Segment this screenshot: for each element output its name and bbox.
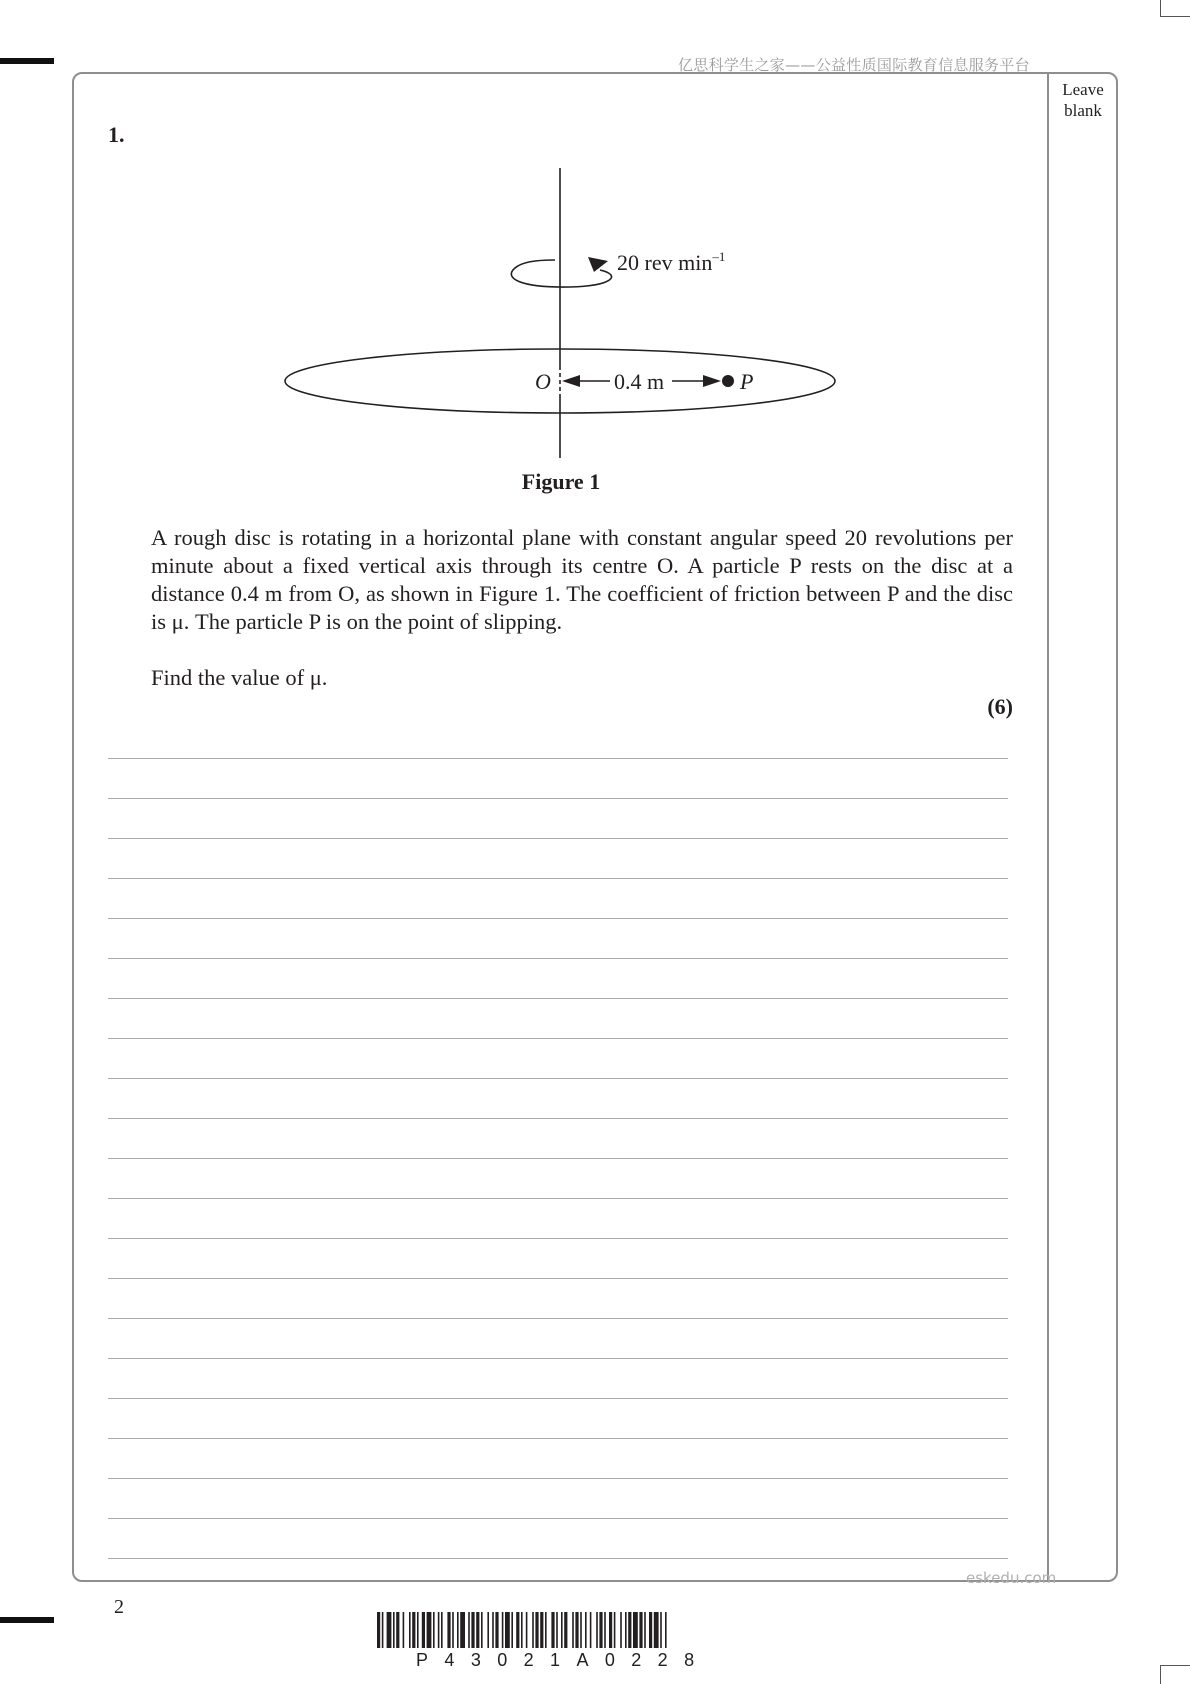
barcode-bar	[495, 1612, 498, 1648]
barcode-bar	[457, 1612, 459, 1648]
crop-mark	[1160, 1665, 1190, 1666]
barcode-bar	[422, 1612, 425, 1648]
barcode-bar	[628, 1612, 631, 1648]
barcode-text: P43021A0228	[416, 1650, 711, 1670]
barcode-bar	[633, 1612, 638, 1648]
answer-line[interactable]	[108, 1238, 1008, 1239]
answer-line[interactable]	[108, 1398, 1008, 1399]
barcode-bar	[609, 1612, 612, 1648]
barcode-bar	[665, 1612, 667, 1648]
barcode-bar	[526, 1612, 528, 1648]
barcode-bar	[516, 1612, 519, 1648]
question-text	[151, 524, 1013, 720]
barcode-bar	[393, 1612, 395, 1648]
speed-label: 20 rev $\min^{-1}$	[617, 249, 726, 275]
answer-line[interactable]	[108, 1198, 1008, 1199]
barcode-bar	[377, 1612, 380, 1648]
answer-line[interactable]	[108, 1078, 1008, 1079]
barcode-bar	[476, 1612, 479, 1648]
barcode-bar	[468, 1612, 470, 1648]
barcode-bar	[532, 1612, 534, 1648]
barcode-bar	[447, 1612, 450, 1648]
arrow-left-icon	[562, 375, 580, 387]
answer-line[interactable]	[108, 1278, 1008, 1279]
answer-line[interactable]	[108, 958, 1008, 959]
barcode-bar	[452, 1612, 454, 1648]
barcode-bar	[403, 1612, 405, 1648]
answer-line[interactable]	[108, 1478, 1008, 1479]
barcode-bar	[614, 1612, 616, 1648]
barcode-bar	[639, 1612, 642, 1648]
answer-line[interactable]	[108, 1358, 1008, 1359]
answer-line[interactable]	[108, 838, 1008, 839]
barcode-bar	[604, 1612, 606, 1648]
barcode-bar	[540, 1612, 543, 1648]
answer-line[interactable]	[108, 758, 1008, 759]
registration-mark-top	[0, 58, 54, 64]
answer-line[interactable]	[108, 1158, 1008, 1159]
answer-line[interactable]	[108, 1118, 1008, 1119]
barcode-bar	[412, 1612, 415, 1648]
answer-lines[interactable]	[108, 758, 1008, 1598]
barcode-bar	[596, 1612, 598, 1648]
barcode-bar	[564, 1612, 567, 1648]
barcode-bar	[620, 1612, 622, 1648]
crop-mark	[1160, 1665, 1161, 1684]
barcode-bar	[460, 1612, 465, 1648]
answer-line[interactable]	[108, 998, 1008, 999]
barcode-bar	[545, 1612, 547, 1648]
watermark: eskedu.com	[966, 1569, 1057, 1587]
barcode-bar	[492, 1612, 494, 1648]
site-header: 亿思科学生之家——公益性质国际教育信息服务平台	[678, 56, 1030, 74]
barcode-bar	[502, 1612, 504, 1648]
arrow-right-icon	[703, 375, 721, 387]
barcode-bar	[599, 1612, 602, 1648]
barcode-bar	[409, 1612, 411, 1648]
barcode-bar	[535, 1612, 538, 1648]
barcode-bar	[427, 1612, 432, 1648]
barcode-bar	[585, 1612, 587, 1648]
label-p: P	[740, 369, 754, 394]
barcode-bar	[511, 1612, 513, 1648]
crop-mark	[1160, 0, 1161, 16]
answer-line[interactable]	[108, 1318, 1008, 1319]
barcode-bar	[625, 1612, 627, 1648]
question-instruction: Find the value of μ.	[151, 665, 328, 690]
registration-mark-bottom	[0, 1617, 54, 1623]
answer-line[interactable]	[108, 1558, 1008, 1559]
barcode-bar	[505, 1612, 510, 1648]
barcode-bar	[590, 1612, 592, 1648]
barcode-bar	[396, 1612, 399, 1648]
answer-line[interactable]	[108, 1038, 1008, 1039]
rotation-arrowhead-icon	[588, 257, 608, 272]
barcode-bar	[556, 1612, 558, 1648]
crop-mark	[1160, 16, 1190, 17]
page-number: 2	[114, 1596, 124, 1618]
barcode-bar	[580, 1612, 582, 1648]
barcode-bar	[417, 1612, 419, 1648]
distance-label: 0.4 m	[614, 369, 665, 394]
barcode-bar	[487, 1612, 489, 1648]
barcode-bar	[649, 1612, 652, 1648]
question-number: 1.	[108, 122, 125, 147]
barcode-bar	[387, 1612, 392, 1648]
barcode-bar	[660, 1612, 662, 1648]
answer-line[interactable]	[108, 878, 1008, 879]
barcode-bar	[471, 1612, 474, 1648]
barcode-bar	[644, 1612, 646, 1648]
answer-line[interactable]	[108, 918, 1008, 919]
barcode-bar	[521, 1612, 523, 1648]
figure-caption: Figure 1	[521, 469, 601, 494]
margin-rule	[1047, 74, 1049, 1580]
barcode	[377, 1612, 807, 1652]
barcode-bar	[481, 1612, 483, 1648]
answer-line[interactable]	[108, 798, 1008, 799]
leave-blank-label: Leave blank	[1062, 80, 1104, 120]
figure-1-diagram	[270, 160, 840, 460]
barcode-bar	[433, 1612, 435, 1648]
barcode-bar	[441, 1612, 443, 1648]
marks-label: (6)	[987, 694, 1013, 719]
label-o: O	[535, 369, 551, 394]
question-paragraph: A rough disc is rotating in a horizontal plane with constant angular speed 20 revolutions per minute about a fixed vertical axis through its centre O. A particle P rests on the disc at a distance 0.4 m from O, as shown in Figure 1. The coefficient of friction between P and the disc is μ. The particle P is on the point of slipping.	[151, 525, 1013, 634]
barcode-bar	[438, 1612, 440, 1648]
barcode-bar	[382, 1612, 384, 1648]
barcode-bar	[654, 1612, 659, 1648]
barcode-bar	[575, 1612, 578, 1648]
particle-p-dot	[722, 375, 734, 387]
barcode-bar	[551, 1612, 554, 1648]
barcode-bar	[572, 1612, 574, 1648]
answer-line[interactable]	[108, 1438, 1008, 1439]
barcode-bar	[561, 1612, 563, 1648]
answer-line[interactable]	[108, 1518, 1008, 1519]
